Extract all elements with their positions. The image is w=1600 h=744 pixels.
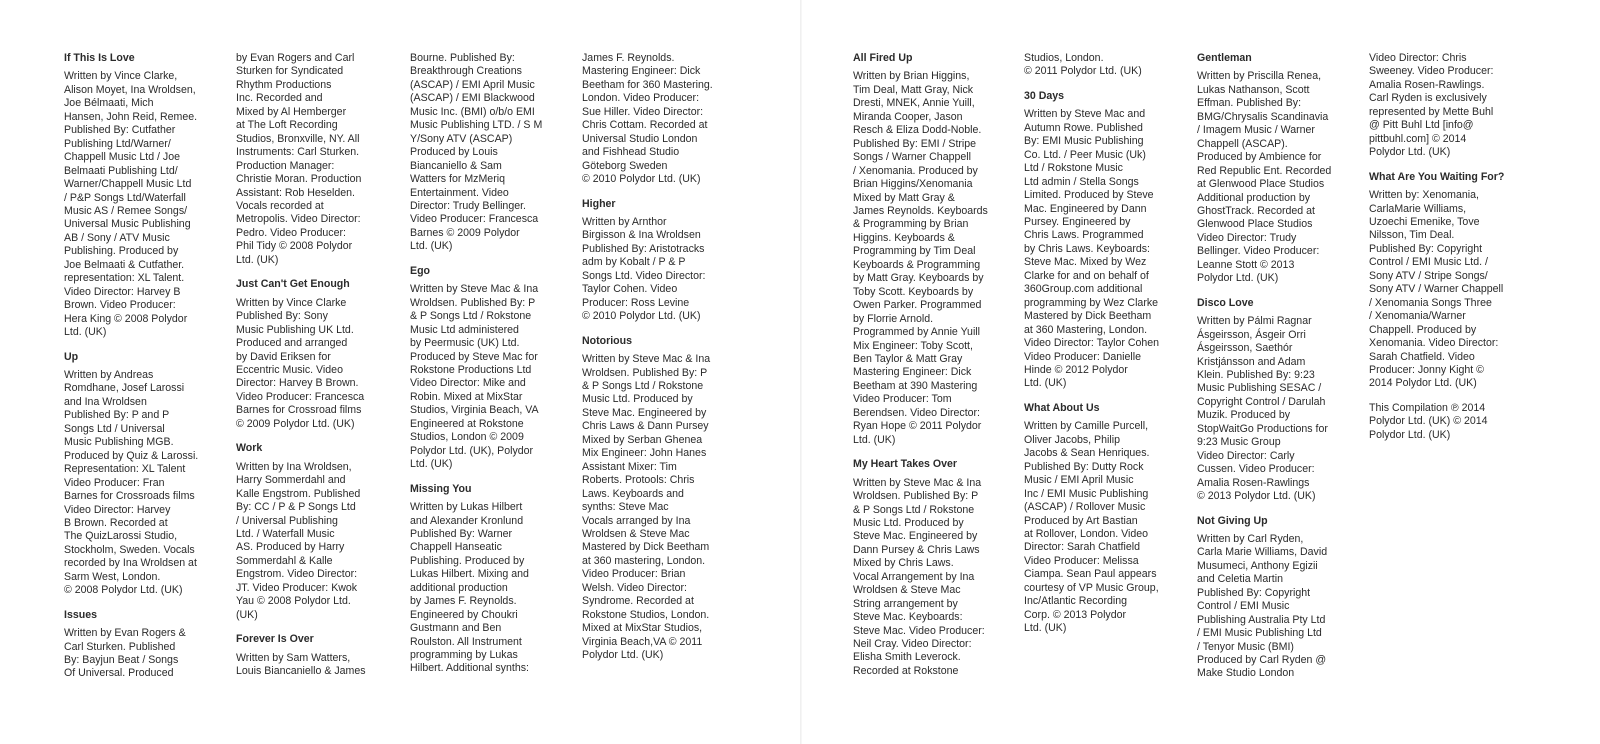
song-title: Missing You — [410, 482, 472, 495]
credit-section — [1197, 52, 1331, 286]
song-title: What Are You Waiting For? — [1369, 170, 1505, 183]
credit-section — [64, 52, 198, 340]
credit-text: Written by Evan Rogers & Carl Sturken. Published By: Bayjun Beat / Songs Of Universal. Produced — [64, 627, 186, 680]
left-page-column — [236, 52, 366, 689]
credit-section — [853, 52, 988, 447]
right-page-column — [853, 52, 988, 689]
song-title: Notorious — [582, 334, 633, 347]
credit-text: Written by Lukas Hilbert and Alexander Kronlund Published By: Warner Chappell Hanseatic Publishing. Produced by Lukas Hilbert. Mixing and additional production by James F. Reynolds. Engineered by Choukri Gustmann and Ben Roulston. All Instrument programming by Lukas Hilbert. Additional synths: — [410, 501, 529, 675]
song-title: What About Us — [1024, 401, 1100, 414]
credit-section — [1197, 297, 1331, 504]
credit-text: Written by Steve Mac & Ina Wroldsen. Published By: P & P Songs Ltd / Rokstone Music Ltd. Produced by Steve Mac. Engineered by Chris Laws & Dann Pursey Mixed by Serban Ghenea Mix Engineer: John Hanes Assistant Mixer: Tim Roberts. Protools: Chris Laws. Keyboards and synths: Steve Mac Vocals arranged by Ina Wroldsen & Steve Mac Mastered by Dick Beetham at 360 mastering, London. Video Producer: Brian Welsh. Video Director: Syndrome. Recorded at Rokstone Studios, London. Mixed at MixStar Studios, Virginia Beach,VA © 2011 Polydor Ltd. (UK) — [582, 353, 711, 662]
credit-section — [582, 52, 713, 187]
song-title: My Heart Takes Over — [853, 458, 958, 471]
credit-section — [410, 265, 542, 472]
credit-text: Written by Brian Higgins, Tim Deal, Matt Gray, Nick Dresti, MNEK, Annie Yuill, Miranda Cooper, Jason Resch & Eliza Dodd-Noble. Published By: EMI / Stripe Songs / Warner Chappell / Xenomania. Produced by Brian Higgins/Xenomania Mixed by Matt Gray & James Reynolds. Keyboards & Programming by Brian Higgins. Keyboards & Programming by Tim Deal Keyboards & Programming by Matt Gray. Keyboards by Toby Scott. Keyboards by Owen Parker. Programmed by Florrie Arnold. Programmed by Annie Yuill Mix Engineer: Toby Scott, Ben Taylor & Matt Gray Mastering Engineer: Dick Beetham at 390 Mastering Video Producer: Tom Berendsen. Video Director: Ryan Hope © 2011 Polydor Ltd. (UK) — [853, 70, 988, 446]
left-page-column — [582, 52, 713, 673]
credit-text: Written by Steve Mac and Autumn Rowe. Published By: EMI Music Publishing Co. Ltd. / Peer Music (Uk) Ltd / Rokstone Music Ltd admin / Stella Songs Limited. Produced by Steve Mac. Engineered by Dann Pursey. Engineered by Chris Laws. Programmed by Chris Laws. Keyboards: Steve Mac. Mixed by Wez Clarke for and on behalf of 360Group.com additional programming by Wez Clarke Mastered by Dick Beetham at 360 Mastering, London. Video Director: Taylor Cohen Video Producer: Danielle Hinde © 2012 Polydor Ltd. (UK) — [1024, 108, 1160, 390]
credit-section — [236, 52, 366, 267]
credit-section — [1369, 402, 1504, 442]
credit-section — [410, 52, 542, 254]
song-title: All Fired Up — [853, 52, 913, 64]
song-title: Higher — [582, 197, 616, 210]
left-page-column — [64, 52, 198, 692]
credit-text: Bourne. Published By: Breakthrough Creations (ASCAP) / EMI April Music (ASCAP) / EMI Blackwood Music Inc. (BMI) o/b/o EMI Music Publishing LTD. / S M Y/Sony ATV (ASCAP) Produced by Louis Biancaniello & Sam Watters for MzMeriq Entertainment. Video Director: Trudy Bellinger. Video Producer: Francesca Barnes © 2009 Polydor Ltd. (UK) — [410, 52, 543, 253]
credit-section — [236, 278, 366, 431]
credit-section — [236, 442, 366, 622]
credit-text: Written by Arnthor Birgisson & Ina Wroldsen Published By: Aristotracks adm by Kobalt / P & P Songs Ltd. Video Director: Taylor Cohen. Video Producer: Ross Levine © 2010 Polydor Ltd. (UK) — [582, 215, 706, 323]
credit-text: Written by: Xenomania, CarlaMarie Williams, Uzoechi Emenike, Tove Nilsson, Tim Deal. Published By: Copyright Control / EMI Music Ltd. / Sony ATV / Stripe Songs/ Sony ATV / Warner Chappell / Xenomania Songs Three / Xenomania/Warner Chappell. Produced by Xenomania. Video Director: Sarah Chatfield. Video Producer: Jonny Kight © 2014 Polydor Ltd. (UK) — [1369, 189, 1504, 390]
credit-section — [64, 609, 198, 681]
song-title: Disco Love — [1197, 296, 1254, 309]
credit-section — [1197, 515, 1331, 681]
song-title: If This Is Love — [64, 52, 135, 64]
song-title: Up — [64, 350, 79, 363]
credit-text: Video Director: Chris Sweeney. Video Producer: Amalia Rosen-Rawlings. Carl Ryden is exclusively represented by Mette Buhl @ Pitt Buhl Ltd [info@ pittbuhl.com] © 2014 Polydor Ltd. (UK) — [1369, 52, 1494, 159]
song-title: Ego — [410, 264, 431, 277]
credit-text: James F. Reynolds. Mastering Engineer: Dick Beetham for 360 Mastering. London. Video Producer: Sue Hiller. Video Director: Chris Cottam. Recorded at Universal Studio London and Fishhead Studio Göteborg Sweden © 2010 Polydor Ltd. (UK) — [582, 52, 713, 186]
song-title: Just Can't Get Enough — [236, 278, 350, 291]
credit-text: Written by Pálmi Ragnar Ásgeirsson, Ásgeir Orri Ásgeirsson, Saethór Kristjánsson and Adam Klein. Published By: 9:23 Music Publishing SESAC / Copyright Control / Darulah Muzik. Produced by StopWaitGo Productions for 9:23 Music Group Video Director: Carly Cussen. Video Producer: Amalia Rosen-Rawlings © 2013 Polydor Ltd. (UK) — [1197, 315, 1328, 503]
credit-section — [1024, 52, 1159, 79]
credit-text: Written by Vince Clarke, Alison Moyet, Ina Wroldsen, Joe Bélmaati, Mich Hansen, John Reid, Remee. Published By: Cutfather Publishing Ltd/Warner/ Chappell Music Ltd / Joe Belmaati Publishing Ltd/ Warner/Chappell Music Ltd / P&P Songs Ltd/Waterfall Music AS / Remee Songs/ Universal Music Publishing AB / Sony / ATV Music Publishing. Produced by Joe Belmaati & Cutfather. representation: XL Talent. Video Director: Harvey B Brown. Video Producer: Hera King © 2008 Polydor Ltd. (UK) — [64, 70, 198, 339]
right-page-column — [1024, 52, 1159, 647]
left-page-column — [410, 52, 542, 687]
credit-section — [1024, 402, 1159, 636]
credit-section — [1024, 90, 1159, 391]
song-title: Not Giving Up — [1197, 514, 1268, 527]
credit-text: by Evan Rogers and Carl Sturken for Syndicated Rhythm Productions Inc. Recorded and Mixed by Al Hemberger at The Loft Recording Studios, Bronxville, NY. All Instruments: Carl Sturken. Production Manager: Christie Moran. Production Assistant: Rob Heselden. Vocals recorded at Metropolis. Video Director: Pedro. Video Producer: Phil Tidy © 2008 Polydor Ltd. (UK) — [236, 52, 362, 266]
song-title: Gentleman — [1197, 52, 1252, 64]
credit-section — [410, 483, 542, 676]
credit-text: Written by Steve Mac & Ina Wroldsen. Published By: P & P Songs Ltd / Rokstone Music Ltd administered by Peermusic (UK) Ltd. Produced by Steve Mac for Rokstone Productions Ltd Video Director: Mike and Robin. Mixed at MixStar Studios, Virginia Beach, VA Engineered at Rokstone Studios, London © 2009 Polydor Ltd. (UK), Polydor Ltd. (UK) — [410, 283, 539, 471]
credit-text: Written by Carl Ryden, Carla Marie Williams, David Musumeci, Anthony Egizii and Celetia Martin Published By: Copyright Control / EMI Music Publishing Australia Pty Ltd / EMI Music Publishing Ltd / Tenyor Music (BMI) Produced by Carl Ryden @ Make Studio London — [1197, 532, 1328, 680]
credit-section — [1369, 52, 1504, 160]
song-title: Issues — [64, 608, 97, 621]
credit-text: Written by Camille Purcell, Oliver Jacobs, Philip Jacobs & Sean Henriques. Published By: Dutty Rock Music / EMI April Music Inc / EMI Music Publishing (ASCAP) / Rollover Music Produced by Art Bastian at Rollover, London. Video Director: Sarah Chatfield Video Producer: Melissa Ciampa. Sean Paul appears courtesy of VP Music Group, Inc/Atlantic Recording Corp. © 2013 Polydor Ltd. (UK) — [1024, 420, 1159, 635]
credit-text: Written by Priscilla Renea, Lukas Nathanson, Scott Effman. Published By: BMG/Chrysalis Scandinavia / Imagem Music / Warner Chappell (ASCAP). Produced by Ambience for Red Republic Ent. Recorded at Glenwood Place Studios Additional production by GhostTrack. Recorded at Glenwood Place Studios Video Director: Trudy Bellinger. Video Producer: Leanne Stott © 2013 Polydor Ltd. (UK) — [1197, 70, 1332, 285]
credit-section — [582, 335, 713, 663]
credit-section — [1369, 171, 1504, 391]
credit-section — [582, 198, 713, 324]
credit-text: This Compilation ℗ 2014 Polydor Ltd. (UK) © 2014 Polydor Ltd. (UK) — [1369, 401, 1488, 441]
credit-text: Written by Steve Mac & Ina Wroldsen. Published By: P & P Songs Ltd / Rokstone Music Ltd. Produced by Steve Mac. Engineered by Dann Pursey & Chris Laws Mixed by Chris Laws. Vocal Arrangement by Ina Wroldsen & Steve Mac String arrangement by Steve Mac. Keyboards: Steve Mac. Video Producer: Neil Cray. Video Director: Elisha Smith Leverock. Recorded at Rokstone — [853, 476, 985, 677]
song-title: 30 Days — [1024, 89, 1065, 102]
song-title: Forever Is Over — [236, 633, 314, 646]
credit-text: Written by Andreas Romdhane, Josef Larossi and Ina Wroldsen Published By: P and P Songs Ltd / Universal Music Publishing MGB. Produced by Quiz & Larossi. Representation: XL Talent Video Producer: Fran Barnes for Crossroads films Video Director: Harvey B Brown. Recorded at The QuizLarossi Studio, Stockholm, Sweden. Vocals recorded by Ina Wroldsen at Sarm West, London. © 2008 Polydor Ltd. (UK) — [64, 368, 199, 597]
credit-section — [236, 633, 366, 678]
song-title: Work — [236, 442, 263, 455]
credit-text: Studios, London. © 2011 Polydor Ltd. (UK) — [1024, 52, 1142, 78]
credit-text: Written by Sam Watters, Louis Biancaniello & James — [236, 651, 366, 678]
credit-section — [853, 458, 988, 678]
credit-text: Written by Ina Wroldsen, Harry Sommerdahl and Kalle Engstrom. Published By: CC / P & P Songs Ltd / Universal Publishing Ltd. / Waterfall Music AS. Produced by Harry Sommerdahl & Kalle Engstrom. Video Director: JT. Video Producer: Kwok Yau © 2008 Polydor Ltd. (UK) — [236, 460, 361, 621]
credit-text: Written by Vince Clarke Published By: Sony Music Publishing UK Ltd. Produced and arranged by David Eriksen for Eccentric Music. Video Director: Harvey B Brown. Video Producer: Francesca Barnes for Crossroad films © 2009 Polydor Ltd. (UK) — [236, 296, 365, 430]
credit-section — [64, 351, 198, 598]
right-page-column — [1197, 52, 1331, 692]
right-page-column — [1369, 52, 1504, 453]
page-fold — [800, 0, 802, 744]
